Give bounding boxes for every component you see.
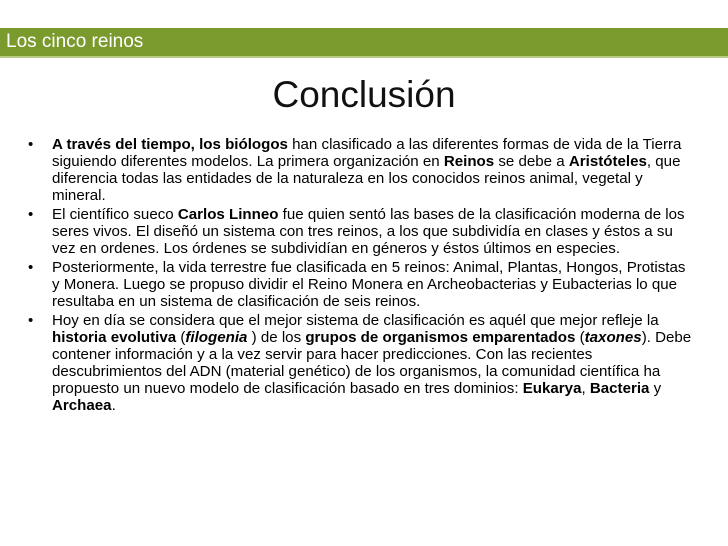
header-bar [0, 28, 728, 58]
bullet-text: Hoy en día se considera que el mejor sistema de clasificación es aquél que mejor refleje la historia evolutiva (filogenia ) de los grupos de organismos emparentados (taxones). Debe contener información y a la vez servir para hacer predicciones. Con las recientes descubrimientos del ADN (material genético) de los organismos, la comunidad científica ha propuesto un nuevo modelo de clasificación basado en tres dominios: Eukarya, Bacteria y Archaea. [52, 312, 692, 414]
bullet-list [24, 136, 696, 416]
bullet-icon: • [28, 136, 34, 153]
bullet-text: El científico sueco Carlos Linneo fue quien sentó las bases de la clasificación moderna de los seres vivos. El diseñó un sistema con tres reinos, a los que subdividía en clases y éstos a su vez en ordenes. Los órdenes se subdividían en géneros y éstos últimos en especies. [52, 206, 685, 257]
bullet-icon: • [28, 206, 34, 223]
bullet-text: Posteriormente, la vida terrestre fue clasificada en 5 reinos: Animal, Plantas, Hongos, Protistas y Monera. Luego se propuso dividir el Reino Monera en Archeobacterias y Eubacterias lo que resultaba en un sistema de clasificación de seis reinos. [52, 259, 686, 310]
bullet-text: A través del tiempo, los biólogos han clasificado a las diferentes formas de vida de la Tierra siguiendo diferentes modelos. La primera organización en Reinos se debe a Aristóteles, que diferencia todas las entidades de la naturaleza en los conocidos reinos animal, vegetal y mineral. [52, 136, 682, 204]
presentation-title: Los cinco reinos [6, 31, 144, 52]
bullet-item [24, 259, 696, 310]
bullet-item [24, 206, 696, 257]
bullet-item [24, 136, 696, 204]
bullet-icon: • [28, 312, 34, 329]
bullet-icon: • [28, 259, 34, 276]
slide-title: Conclusión [272, 74, 456, 115]
bullet-item [24, 312, 696, 414]
